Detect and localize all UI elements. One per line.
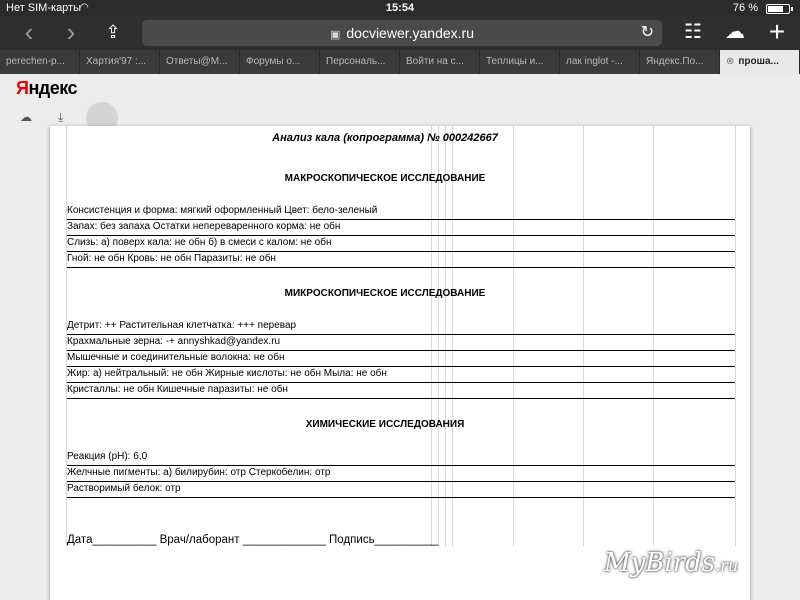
tab-item[interactable]: perechen-p... bbox=[0, 50, 80, 74]
result-row: Консистенция и форма: мягкий оформленный Цвет: бело-зеленый bbox=[67, 204, 735, 220]
tab-bar bbox=[0, 50, 800, 74]
download-icon[interactable]: ⤓ bbox=[58, 110, 64, 124]
result-row: Крахмальные зерна: -+ annyshkad@yandex.ru bbox=[67, 335, 735, 351]
tab-label: проша... bbox=[738, 56, 779, 67]
document-sheet bbox=[50, 126, 750, 600]
lock-icon: ▣ bbox=[329, 29, 341, 41]
share-icon[interactable]: ⇪ bbox=[105, 22, 121, 42]
tab-item[interactable]: Теплицы и... bbox=[480, 50, 560, 74]
watermark-suffix: .ru bbox=[715, 556, 739, 575]
section-title-macro: МАКРОСКОПИЧЕСКОЕ ИССЛЕДОВАНИЕ bbox=[284, 173, 486, 184]
logo-first-letter: Я bbox=[16, 78, 29, 98]
chevron-right-icon[interactable]: › bbox=[66, 17, 76, 47]
book-icon[interactable]: ☷ bbox=[684, 21, 702, 43]
section-title-micro: МИКРОСКОПИЧЕСКОЕ ИССЛЕДОВАНИЕ bbox=[284, 288, 486, 299]
browser-toolbar bbox=[0, 16, 800, 50]
result-row: Мышечные и соединительные волокна: не обн bbox=[67, 351, 735, 367]
carrier-label: Нет SIM-карты bbox=[6, 2, 82, 14]
tab-item[interactable]: Ответы@М... bbox=[160, 50, 240, 74]
tab-item[interactable]: лак inglot -... bbox=[560, 50, 640, 74]
reload-icon[interactable]: ↻ bbox=[640, 24, 654, 41]
page-content bbox=[0, 74, 800, 600]
tab-item[interactable]: Персональ... bbox=[320, 50, 400, 74]
yandex-logo[interactable] bbox=[16, 78, 77, 99]
clock: 15:54 bbox=[385, 2, 415, 14]
status-bar bbox=[0, 0, 800, 16]
chevron-left-icon[interactable]: ‹ bbox=[24, 17, 34, 47]
tab-item[interactable]: Яндекс.По... bbox=[640, 50, 720, 74]
battery-icon bbox=[766, 4, 790, 14]
grid-line bbox=[735, 126, 736, 546]
watermark-text: MyBirds bbox=[604, 548, 716, 578]
result-row: Гной: не обн Кровь: не обн Паразиты: не обн bbox=[67, 252, 735, 268]
wifi-icon: ◠ bbox=[80, 2, 89, 13]
watermark-logo bbox=[604, 548, 738, 578]
result-row: Желчные пигменты: а) билирубин: отр Стеркобелин: отр bbox=[67, 466, 735, 482]
section-title-chemical: ХИМИЧЕСКИЕ ИССЛЕДОВАНИЯ bbox=[305, 419, 465, 430]
result-row: Запах: без запаха Остатки непереваренного корма: не обн bbox=[67, 220, 735, 236]
battery-percent: 76 % bbox=[732, 2, 758, 14]
document-title: Анализ кала (копрограмма) № 000242667 bbox=[272, 132, 498, 144]
close-tab-icon[interactable]: ⊗ bbox=[726, 56, 735, 67]
cloud-icon[interactable]: ☁ bbox=[725, 21, 745, 43]
battery-level-fill bbox=[768, 6, 783, 12]
plus-icon[interactable]: + bbox=[768, 16, 786, 47]
logo-rest: ндекс bbox=[28, 78, 78, 98]
tab-item[interactable]: Форумы о... bbox=[240, 50, 320, 74]
result-row: Растворимый белок: отр bbox=[67, 482, 735, 498]
result-row: Жир: а) нейтральный: не обн Жирные кислоты: не обн Мыла: не обн bbox=[67, 367, 735, 383]
result-row: Реакция (pH): 6,0 bbox=[67, 450, 735, 466]
result-row: Детрит: ++ Растительная клетчатка: +++ перевар bbox=[67, 319, 735, 335]
url-text: docviewer.yandex.ru bbox=[346, 25, 475, 41]
tab-item-active[interactable] bbox=[720, 50, 800, 74]
tab-item[interactable]: Хартия'97 :... bbox=[80, 50, 160, 74]
signature-footer: Дата__________ Врач/лаборант _____________ Подпись__________ bbox=[67, 534, 439, 546]
address-bar[interactable] bbox=[142, 20, 662, 46]
tab-item[interactable]: Войти на с... bbox=[400, 50, 480, 74]
disk-icon[interactable]: ☁ bbox=[20, 110, 32, 124]
result-row: Кристаллы: не обн Кишечные паразиты: не обн bbox=[67, 383, 735, 399]
result-row: Слизь: а) поверх кала: не обн б) в смеси с калом: не обн bbox=[67, 236, 735, 252]
